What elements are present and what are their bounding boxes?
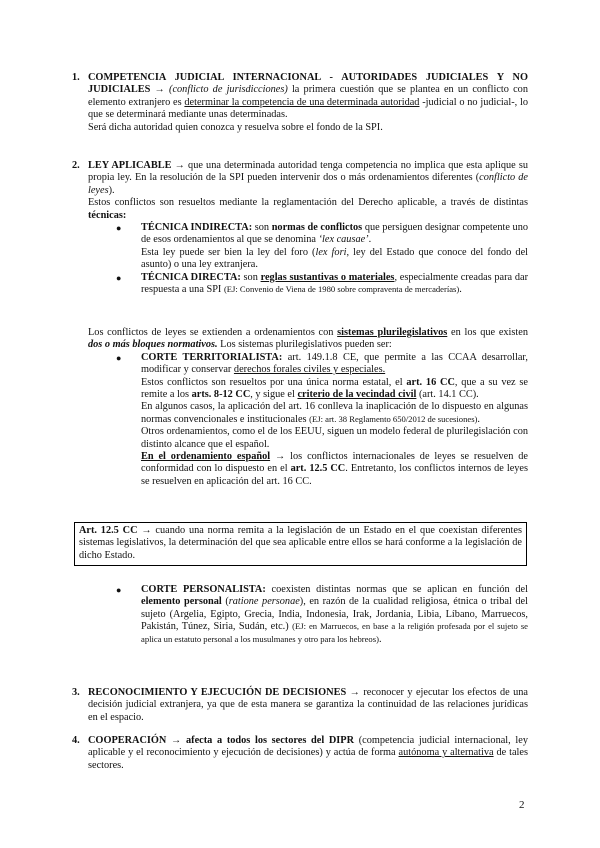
section-4-title: COOPERACIÓN (88, 735, 167, 746)
section-1-number: 1. (72, 72, 80, 83)
bullet-title: CORTE TERRITORIALISTA: (141, 351, 283, 363)
list-item (116, 352, 528, 488)
text: . (368, 234, 372, 246)
section-1-line-2: Será dicha autoridad quien conozca y resuelva sobre el fondo de la SPI. (88, 121, 383, 133)
example-text: (EJ: Convenio de Viena de 1980 sobre compraventa de mercaderías) (223, 284, 460, 295)
text: Esta ley puede ser bien la ley del foro ( (141, 246, 316, 258)
underlined-text: determinar la competencia de una determinada autoridad (184, 96, 420, 108)
personalist-list (88, 584, 528, 646)
bullet-title: TÉCNICA INDIRECTA: (141, 222, 253, 234)
text: → reconocer y ejecutar los efectos de una decisión judicial extranjera, ya que de esta manera se garantiza la continuidad de las relaciones jurídicas en el espacio. (88, 687, 528, 723)
text: ), en razón de la cualidad religiosa, étnica o tribal del sujeto (Argelia, Egipto, Grecia, India, Indonesia, Irak, Jordania, Libia, Líbano, Marruecos, Pakistán, Túnez, Siria, Sudán, etc.) (141, 596, 528, 633)
section-2-personalist (88, 584, 528, 646)
page-number: 2 (519, 799, 525, 811)
section-2-paragraph-3 (88, 327, 528, 352)
text: → los conflictos internacionales de leyes se resuelven de conformidad con lo dispuesto en el (141, 451, 528, 475)
section-1-paren: (conflicto de jurisdicciones) (169, 84, 288, 96)
example-text: (EJ: en Marruecos, en base a la religión profesada por el sujeto se aplica un estatuto personal a los musulmanes y otro para los hebreos) (141, 621, 528, 644)
bullet-title: TÉCNICA DIRECTA: (141, 271, 241, 283)
example-text: (EJ: art. 38 Reglamento 650/2012 de sucesiones) (309, 413, 478, 424)
text: , que a su vez se remite a los (141, 376, 528, 401)
list-item (116, 222, 528, 272)
bold-underlined-text: En el ordenamiento español (141, 451, 271, 463)
text: (competencia judicial internacional, ley aplicable y el reconocimiento y ejecución de decisiones) y actúa de forma (88, 735, 528, 759)
section-2-paragraph-2 (88, 197, 528, 222)
section-2-plurilegislative (88, 327, 528, 488)
bullet-icon: ● (116, 585, 122, 595)
bold-text: afecta a todos los sectores del DIPR (186, 735, 355, 746)
section-2-number: 2. (72, 160, 80, 171)
bullet-icon: ● (116, 352, 122, 363)
bold-text: art. 12.5 CC (290, 463, 346, 475)
text: la primera cuestión que se plantea en un conflicto con elemento extranjero es (88, 84, 528, 108)
section-4-number: 4. (72, 735, 80, 746)
text: en los que existen (447, 327, 528, 338)
text: que una determinada autoridad tenga competencia no implica que esta aplique su propia ley. En la resolución de la SPI pueden intervenir dos o más ordenamientos diferentes ( (88, 160, 528, 184)
list-item (116, 272, 528, 297)
text: art. 149.1.8 CE, que permite a las CCAA desarrollar, modificar y conservar (141, 351, 528, 376)
text: Estos conflictos son resueltos mediante la reglamentación del Derecho aplicable, a través de distintas (88, 197, 528, 209)
text: son (240, 271, 261, 283)
section-2-paragraph-1 (88, 160, 528, 197)
italic-text: lex fori (315, 246, 347, 258)
text: son (252, 222, 272, 234)
bold-text: normas de conflictos (271, 222, 363, 234)
text: Los sistemas plurilegislativos pueden ser: (217, 339, 392, 351)
techniques-list (88, 222, 528, 296)
section-4 (72, 735, 528, 772)
bold-italic-text: dos o más bloques normativos. (88, 339, 218, 351)
text: → cuando una norma remita a la legislación de un Estado en el que coexistan diferentes sistemas legislativos, la determinación del que sea aplicable entre ellos se hará conforme a la legislación de dicho Estado. (79, 525, 522, 561)
arrow: → (150, 84, 170, 96)
bullet-icon: ● (116, 272, 122, 283)
text: Otros ordenamientos, como el de los EEUU, siguen un modelo federal de plurilegislación con distinto alcance que el español. (141, 426, 528, 450)
text: , ley del Estado que conoce del fondo del asunto) o una ley extranjera. (141, 246, 528, 271)
section-2 (72, 160, 529, 296)
text: . (378, 633, 382, 645)
text: Estos conflictos son resueltos por una única norma estatal, el (141, 376, 407, 388)
bold-text: sistemas plurilegislativos (337, 327, 448, 338)
bold-text: técnicas: (88, 209, 127, 221)
section-3 (72, 687, 528, 724)
section-1 (72, 72, 528, 134)
underlined-text: derechos forales civiles y especiales. (233, 364, 386, 376)
text: coexisten distintas normas que se aplican en función del (265, 584, 528, 595)
text: . (477, 413, 480, 425)
italic-text: conflicto de leyes (88, 172, 528, 196)
text: En algunos casos, la aplicación del art. 16 conlleva la inaplicación de lo dispuesto en algunas normas convencionales e institucionales (141, 401, 528, 425)
text: , y sigue el (250, 389, 298, 401)
text: de tales sectores. (88, 747, 528, 771)
section-1-title: COMPETENCIA JUDICIAL INTERNACIONAL - AUTORIDADES JUDICIALES Y NO JUDICIALES (88, 72, 528, 96)
text: → (166, 735, 187, 746)
bold-text: Art. 12.5 CC (79, 525, 138, 536)
text: (art. 14.1 CC). (416, 389, 479, 401)
arrow: → (171, 160, 189, 171)
italic-text: ratione personae (228, 596, 300, 608)
text: . Entretanto, los conflictos internos de leyes se resuelven en aplicación del art. 16 CC. (141, 463, 528, 487)
underlined-text: autónoma y alternativa (398, 747, 494, 759)
bold-underlined-text: criterio de la vecindad civil (297, 389, 417, 401)
italic-text: ‘lex causae’ (318, 234, 369, 246)
text: que persiguen designar competente uno de esos ordenamientos al que se denomina (141, 222, 528, 246)
article-box (74, 522, 527, 566)
bold-text: elemento personal (141, 596, 222, 608)
text: ). (108, 184, 115, 196)
list-item (116, 584, 528, 646)
bold-text: art. 16 CC (406, 376, 455, 388)
section-3-title: RECONOCIMIENTO Y EJECUCIÓN DE DECISIONES (88, 687, 347, 698)
text: ( (221, 596, 229, 608)
bullet-icon: ● (116, 223, 122, 234)
plurilegislative-list (88, 352, 528, 488)
bold-text: reglas sustantivas o materiales (260, 271, 395, 283)
section-2-title: LEY APLICABLE (88, 160, 172, 171)
text: Los conflictos de leyes se extienden a ordenamientos con (88, 327, 338, 338)
bullet-title: CORTE PERSONALISTA: (141, 584, 266, 595)
bold-text: arts. 8-12 CC (191, 389, 251, 401)
text: , especialmente creadas para dar respuesta a una SPI (141, 271, 529, 296)
text: -judicial o no judicial-, lo que se determinará mediante unas determinadas. (88, 96, 528, 121)
section-3-number: 3. (72, 687, 80, 698)
text: . (459, 284, 462, 296)
section-1-paragraph (88, 72, 528, 122)
